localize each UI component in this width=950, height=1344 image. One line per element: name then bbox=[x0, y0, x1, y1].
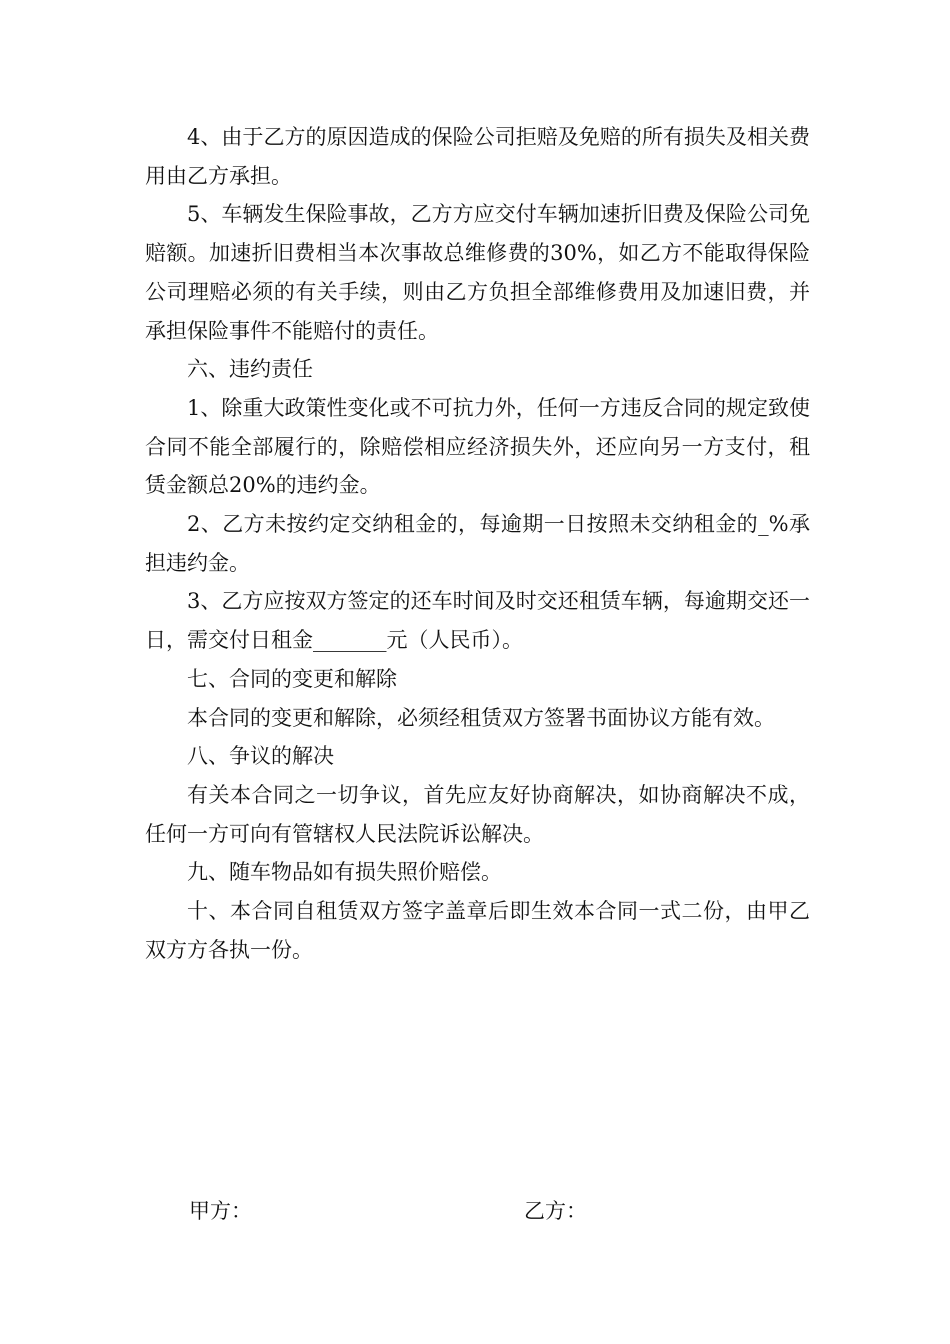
party-b-signature-label: 乙方： bbox=[524, 1199, 587, 1223]
breach-clause-1-paragraph: 1、除重大政策性变化或不可抗力外，任何一方违反合同的规定致使合同不能全部履行的，除赔偿相应经济损失外，还应向另一方支付，租赁金额总20%的违约金。 bbox=[145, 395, 810, 498]
breach-clause-2-paragraph: 2、乙方未按约定交纳租金的，每逾期一日按照未交纳租金的_%承担违约金。 bbox=[145, 512, 810, 575]
clause-4-paragraph: 4、由于乙方的原因造成的保险公司拒赔及免赔的所有损失及相关费用由乙方承担。 bbox=[145, 125, 810, 188]
party-a-signature-label: 甲方： bbox=[189, 1199, 252, 1223]
section-heading-breach-liability: 六、违约责任 bbox=[187, 357, 313, 382]
clause-5-paragraph: 5、车辆发生保险事故，乙方方应交付车辆加速折旧费及保险公司免赔额。加速折旧费相当本次事故总维修费的30%，如乙方不能取得保险公司理赔必须的有关手续，则由乙方负担全部维修费用及加速旧费，并承担保险事件不能赔付的责任。 bbox=[145, 202, 810, 343]
section-heading-dispute-resolution: 八、争议的解决 bbox=[187, 744, 334, 769]
change-termination-paragraph: 本合同的变更和解除，必须经租赁双方签署书面协议方能有效。 bbox=[187, 705, 775, 730]
dispute-resolution-paragraph: 有关本合同之一切争议，首先应友好协商解决，如协商解决不成，任何一方可向有管辖权人民法院诉讼解决。 bbox=[145, 782, 810, 846]
breach-clause-3-paragraph: 3、乙方应按双方签定的还车时间及时交还租赁车辆，每逾期交还一日，需交付日租金_______元（人民币）。 bbox=[145, 589, 810, 653]
section-nine-paragraph: 九、随车物品如有损失照价赔偿。 bbox=[187, 860, 502, 885]
contract-body bbox=[145, 118, 810, 969]
section-ten-paragraph: 十、本合同自租赁双方签字盖章后即生效本合同一式二份，由甲乙双方方各执一份。 bbox=[145, 899, 810, 962]
section-heading-change-termination: 七、合同的变更和解除 bbox=[187, 666, 397, 691]
